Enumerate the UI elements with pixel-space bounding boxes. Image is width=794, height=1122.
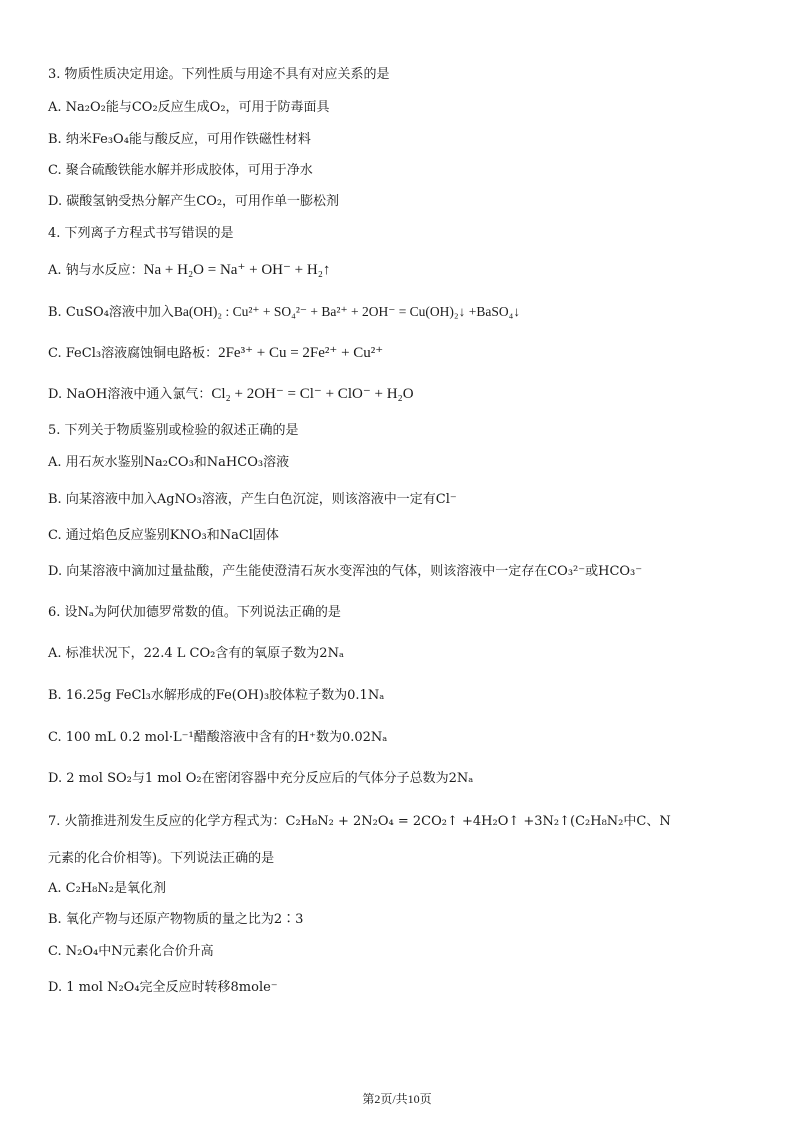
ionic-equation: Ba(OH)₂ : Cu²⁺ + SO₄²⁻ + Ba²⁺ + 2OH⁻ = Cu(OH)₂↓ +BaSO₄↓ bbox=[173, 304, 521, 319]
question-4-stem: 4. 下列离子方程式书写错误的是 bbox=[48, 226, 234, 241]
question-6-option-b: B. 16.25g FeCl₃水解形成的Fe(OH)₃胶体粒子数为0.1Nₐ bbox=[48, 688, 385, 703]
question-4-option-a bbox=[48, 261, 746, 280]
question-5-option-c: C. 通过焰色反应鉴别KNO₃和NaCl固体 bbox=[48, 528, 279, 543]
question-7-stem-continued: 元素的化合价相等)。下列说法正确的是 bbox=[48, 851, 275, 866]
ionic-equation: 2Fe³⁺ + Cu = 2Fe²⁺ + Cu²⁺ bbox=[218, 345, 384, 361]
question-7-option-a: A. C₂H₈N₂是氧化剂 bbox=[48, 881, 166, 896]
ionic-equation: Cl₂ + 2OH⁻ = Cl⁻ + ClO⁻ + H₂O bbox=[211, 386, 414, 402]
page-number-footer: 第2页/共10页 bbox=[362, 1092, 432, 1106]
option-label: A. 钠与水反应： bbox=[48, 263, 144, 278]
question-3-option-c: C. 聚合硫酸铁能水解并形成胶体，可用于净水 bbox=[48, 163, 313, 178]
question-7-option-b: B. 氧化产物与还原产物物质的量之比为2∶3 bbox=[48, 912, 304, 927]
question-3-option-b: B. 纳米Fe₃O₄能与酸反应，可用作铁磁性材料 bbox=[48, 132, 311, 147]
question-3-stem: 3. 物质性质决定用途。下列性质与用途不具有对应关系的是 bbox=[48, 67, 390, 82]
ionic-equation: Na + H₂O = Na⁺ + OH⁻ + H₂↑ bbox=[143, 262, 331, 278]
question-5-option-a: A. 用石灰水鉴别Na₂CO₃和NaHCO₃溶液 bbox=[48, 455, 290, 470]
question-7-stem: 7. 火箭推进剂发生反应的化学方程式为：C₂H₈N₂ + 2N₂O₄ = 2CO₂↑ +4H₂O↑ +3N₂↑(C₂H₈N₂中C、N bbox=[48, 814, 671, 829]
question-4-option-b bbox=[48, 303, 746, 322]
option-label: C. FeCl₃溶液腐蚀铜电路板： bbox=[48, 346, 219, 361]
question-6-option-c: C. 100 mL 0.2 mol·L⁻¹醋酸溶液中含有的H⁺数为0.02Nₐ bbox=[48, 730, 388, 745]
question-6-option-a: A. 标准状况下，22.4 L CO₂含有的氧原子数为2Nₐ bbox=[48, 646, 344, 661]
question-3-option-a: A. Na₂O₂能与CO₂反应生成O₂，可用于防毒面具 bbox=[48, 100, 330, 115]
option-label: B. CuSO₄溶液中加入 bbox=[48, 305, 174, 320]
question-6-option-d: D. 2 mol SO₂与1 mol O₂在密闭容器中充分反应后的气体分子总数为2Nₐ bbox=[48, 771, 474, 786]
question-5-option-d: D. 向某溶液中滴加过量盐酸，产生能使澄清石灰水变浑浊的气体，则该溶液中一定存在CO₃²⁻或HCO₃⁻ bbox=[48, 564, 643, 579]
question-7-option-d: D. 1 mol N₂O₄完全反应时转移8mole⁻ bbox=[48, 980, 278, 995]
question-6-stem: 6. 设Nₐ为阿伏加德罗常数的值。下列说法正确的是 bbox=[48, 605, 341, 620]
question-4-option-c bbox=[48, 344, 746, 363]
question-7-option-c: C. N₂O₄中N元素化合价升高 bbox=[48, 944, 214, 959]
question-4-option-d bbox=[48, 385, 746, 404]
question-5-option-b: B. 向某溶液中加入AgNO₃溶液，产生白色沉淀，则该溶液中一定有Cl⁻ bbox=[48, 492, 457, 507]
option-label: D. NaOH溶液中通入氯气： bbox=[48, 387, 212, 402]
question-3-option-d: D. 碳酸氢钠受热分解产生CO₂，可用作单一膨松剂 bbox=[48, 194, 340, 209]
question-5-stem: 5. 下列关于物质鉴别或检验的叙述正确的是 bbox=[48, 423, 299, 438]
